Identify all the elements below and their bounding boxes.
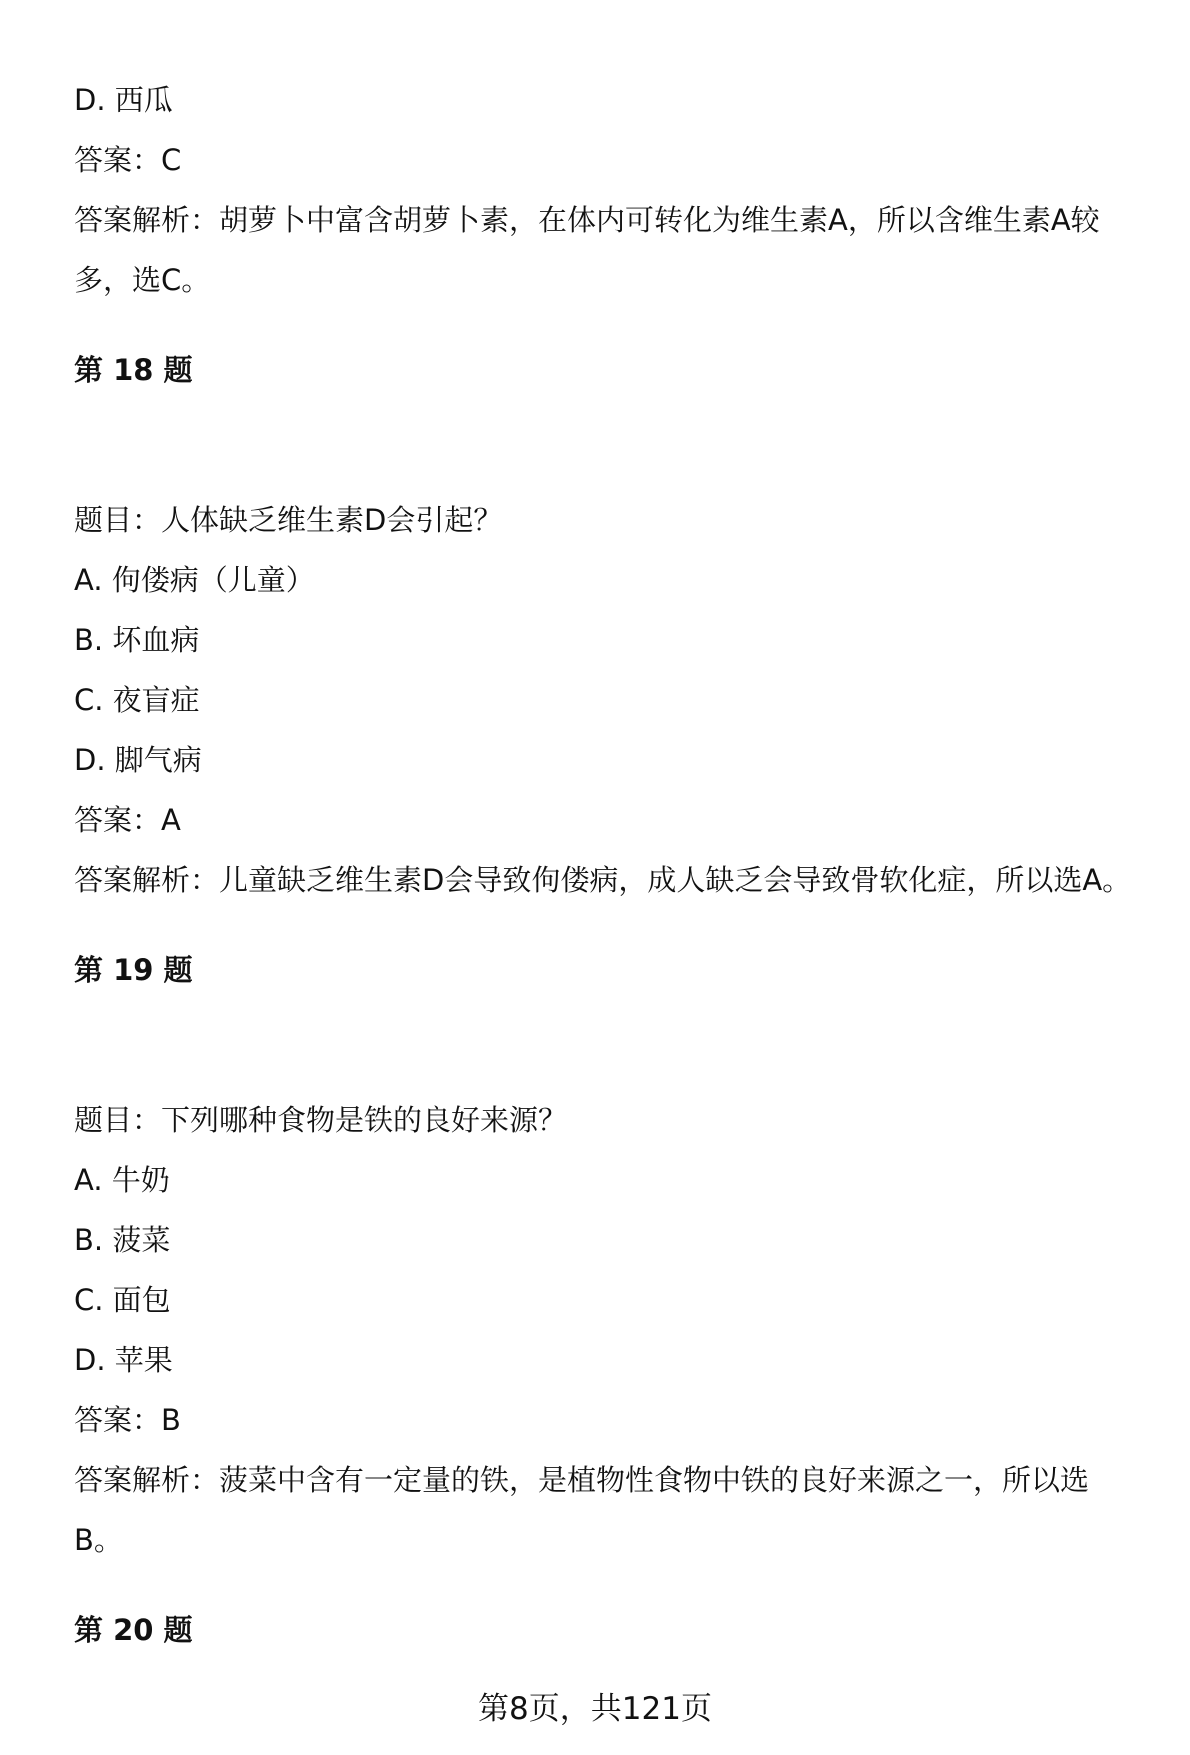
q19-option-c: C. 面包 (74, 1283, 171, 1317)
q19-answer: 答案：B (74, 1403, 181, 1437)
page-number-footer: 第8页，共121页 (478, 1691, 712, 1727)
q19-option-b: B. 菠菜 (74, 1223, 171, 1257)
q17-answer: 答案：C (74, 143, 182, 177)
q18-option-b: B. 坏血病 (74, 623, 200, 657)
q17-analysis-line-1: 答案解析：胡萝卜中富含胡萝卜素，在体内可转化为维生素A，所以含维生素A较 (74, 203, 1100, 237)
q19-analysis-line-2: B。 (74, 1523, 123, 1557)
q18-option-a: A. 佝偻病（儿童） (74, 563, 315, 597)
q19-option-d: D. 苹果 (74, 1343, 173, 1377)
q18-analysis-line-1: 答案解析：儿童缺乏维生素D会导致佝偻病，成人缺乏会导致骨软化症，所以选A。 (74, 863, 1132, 897)
q18-option-d: D. 脚气病 (74, 743, 202, 777)
q17-option-d: D. 西瓜 (74, 83, 173, 117)
q18-heading: 第 18 题 (74, 353, 193, 387)
q18-option-c: C. 夜盲症 (74, 683, 200, 717)
q19-option-a: A. 牛奶 (74, 1163, 170, 1197)
q19-analysis-line-1: 答案解析：菠菜中含有一定量的铁，是植物性食物中铁的良好来源之一，所以选 (74, 1463, 1090, 1497)
q20-heading: 第 20 题 (74, 1613, 193, 1647)
q18-question: 题目：人体缺乏维生素D会引起？ (74, 503, 503, 537)
q19-question: 题目：下列哪种食物是铁的良好来源？ (74, 1103, 568, 1137)
q18-answer: 答案：A (74, 803, 181, 837)
q17-analysis-line-2: 多，选C。 (74, 263, 211, 297)
q19-heading: 第 19 题 (74, 953, 193, 987)
